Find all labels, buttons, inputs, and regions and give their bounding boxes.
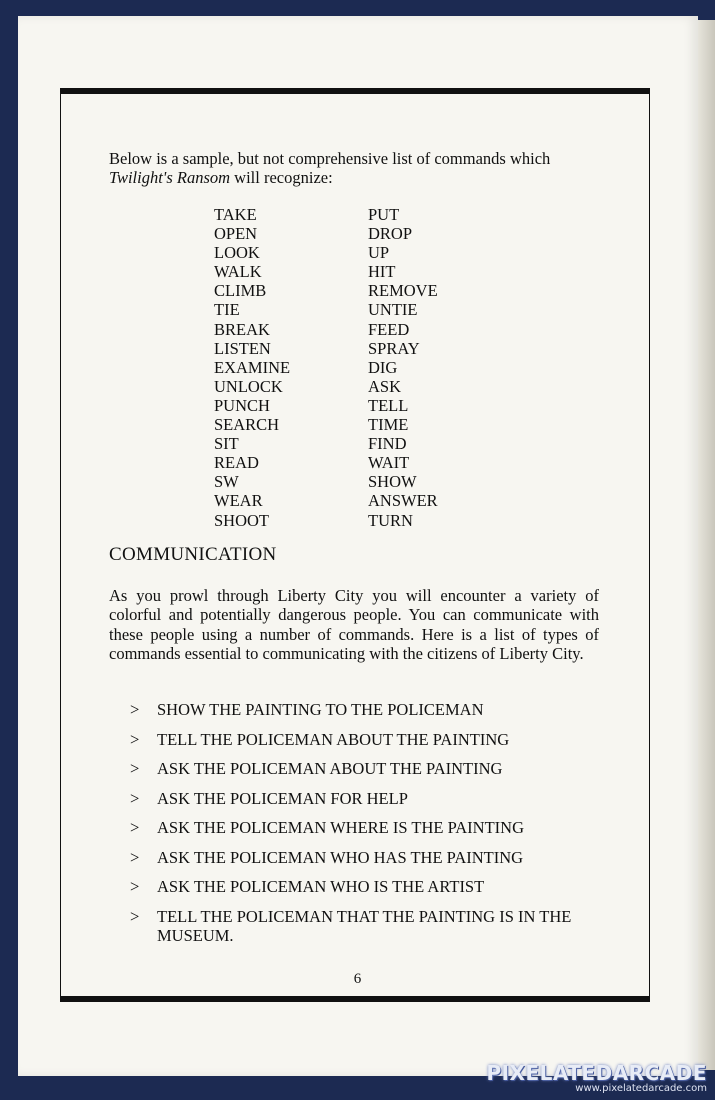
command-word: SHOOT [214, 510, 270, 530]
section-heading: COMMUNICATION [109, 544, 277, 565]
command-word: WEAR [214, 491, 263, 511]
command-word: TELL [368, 395, 409, 415]
example-command-text: TELL THE POLICEMAN ABOUT THE PAINTING [157, 729, 510, 749]
example-command-list [130, 700, 590, 955]
command-word: LOOK [214, 243, 260, 263]
watermark-url: www.pixelatedarcade.com [575, 1083, 707, 1094]
example-command [130, 759, 590, 778]
command-word: LISTEN [214, 338, 271, 358]
command-word: PUT [368, 205, 400, 224]
command-word: SW [214, 472, 239, 492]
example-command-text: ASK THE POLICEMAN ABOUT THE PAINTING [157, 759, 503, 778]
command-word: CLIMB [214, 281, 267, 301]
game-title: Twilight's Ransom [109, 168, 231, 187]
command-word: UNLOCK [214, 376, 283, 396]
command-word: ASK [368, 376, 402, 396]
example-command-text: ASK THE POLICEMAN WHO HAS THE PAINTING [157, 847, 524, 867]
example-command [130, 848, 590, 867]
command-word: SHOW [368, 472, 417, 492]
prompt-symbol: > [130, 847, 140, 867]
command-word: DROP [368, 224, 413, 244]
command-word: OPEN [214, 224, 258, 244]
command-word: FIND [368, 434, 407, 454]
communication-paragraph: As you prowl through Liberty City you will encounter a variety of colorful and potentially dangerous people. You can communicate with these people using a number of commands. Here is a list of types of commands essential to communicating with the citizens of Liberty City. [109, 586, 599, 663]
example-command [130, 730, 590, 749]
command-word: SEARCH [214, 415, 280, 435]
command-word: TIME [368, 415, 409, 435]
command-word: TIE [214, 300, 240, 320]
example-command-text: ASK THE POLICEMAN FOR HELP [157, 788, 408, 808]
command-word: PUNCH [214, 395, 270, 415]
example-command [130, 818, 590, 837]
prompt-symbol: > [130, 906, 140, 926]
command-list-right [368, 205, 438, 530]
command-word: SIT [214, 434, 239, 454]
example-command [130, 877, 590, 896]
command-word: ANSWER [368, 491, 438, 511]
command-word: UP [368, 243, 390, 263]
command-word: BREAK [214, 319, 270, 339]
example-command-text: SHOW THE PAINTING TO THE POLICEMAN [157, 700, 484, 719]
command-word: SPRAY [368, 338, 420, 358]
example-command [130, 789, 590, 808]
example-command-text: ASK THE POLICEMAN WHO IS THE ARTIST [157, 877, 485, 896]
example-command [130, 700, 590, 719]
command-word: WAIT [368, 453, 410, 473]
example-command-text: ASK THE POLICEMAN WHERE IS THE PAINTING [157, 818, 524, 837]
page-edge [698, 20, 715, 1070]
watermark [486, 1061, 707, 1094]
command-word: FEED [368, 319, 410, 339]
command-word: UNTIE [368, 300, 418, 320]
command-word: HIT [368, 262, 396, 282]
example-command-text: TELL THE POLICEMAN THAT THE PAINTING IS IN THE MUSEUM. [157, 906, 572, 945]
prompt-symbol: > [130, 877, 140, 896]
prompt-symbol: > [130, 700, 140, 719]
command-word: REMOVE [368, 281, 438, 301]
page-number: 6 [353, 971, 362, 987]
command-word: TURN [368, 510, 413, 530]
command-word: EXAMINE [214, 357, 291, 377]
watermark-title: PIXELATEDARCADE [486, 1061, 707, 1085]
command-word: DIG [368, 357, 398, 377]
command-list-left [214, 205, 290, 530]
command-word: READ [214, 453, 259, 473]
command-word: WALK [214, 262, 262, 282]
example-command [130, 907, 590, 945]
prompt-symbol: > [130, 759, 140, 778]
command-word: TAKE [214, 205, 257, 224]
prompt-symbol: > [130, 788, 140, 808]
intro-paragraph: Below is a sample, but not comprehensive list of commands which Twilight's Ransom will recognize: [109, 149, 551, 187]
prompt-symbol: > [130, 818, 140, 837]
prompt-symbol: > [130, 729, 140, 749]
